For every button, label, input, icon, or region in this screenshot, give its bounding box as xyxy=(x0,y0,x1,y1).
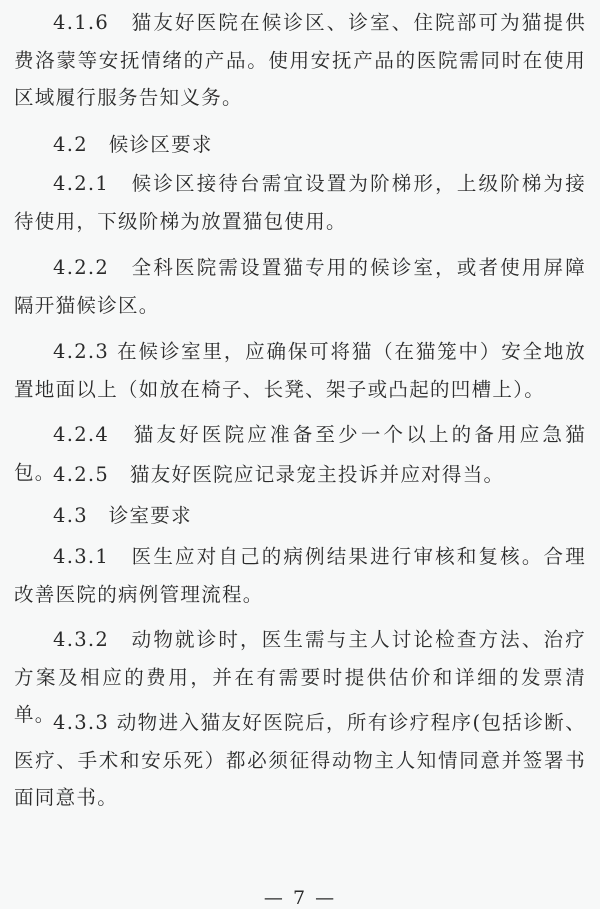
paragraph-4-3-2: 4.3.2 动物就诊时，医生需与主人讨论检查方法、治疗方案及相应的费用，并在有需要时提供估价和详细的发票清单。 xyxy=(14,628,586,726)
heading-4-3: 4.3 诊室要求 xyxy=(53,504,192,527)
paragraph-4-2-5: 4.2.5 猫友好医院应记录宠主投诉并应对得当。 xyxy=(53,463,505,486)
paragraph-4-2-1: 4.2.1 候诊区接待台需宜设置为阶梯形，上级阶梯为接待使用，下级阶梯为放置猫包使用。 xyxy=(14,172,586,233)
paragraph-4-1-6: 4.1.6 猫友好医院在候诊区、诊室、住院部可为猫提供费洛蒙等安抚情绪的产品。使用安抚产品的医院需同时在使用区域履行服务告知义务。 xyxy=(14,11,586,109)
heading-4-2: 4.2 候诊区要求 xyxy=(53,133,213,156)
page-number: — 7 — xyxy=(263,887,337,909)
paragraph-4-3-1: 4.3.1 医生应对自己的病例结果进行审核和复核。合理改善医院的病例管理流程。 xyxy=(14,545,586,606)
paragraph-4-2-4: 4.2.4 猫友好医院应准备至少一个以上的备用应急猫包。 xyxy=(14,423,586,484)
paragraph-4-2-2: 4.2.2 全科医院需设置猫专用的候诊室，或者使用屏障隔开猫候诊区。 xyxy=(14,256,586,317)
paragraph-4-3-3: 4.3.3 动物进入猫友好医院后，所有诊疗程序(包括诊断、医疗、手术和安乐死）都必须征得动物主人知情同意并签署书面同意书。 xyxy=(14,711,586,809)
paragraph-4-2-3: 4.2.3 在候诊室里，应确保可将猫（在猫笼中）安全地放置地面以上（如放在椅子、长凳、架子或凸起的凹槽上）。 xyxy=(14,340,586,401)
